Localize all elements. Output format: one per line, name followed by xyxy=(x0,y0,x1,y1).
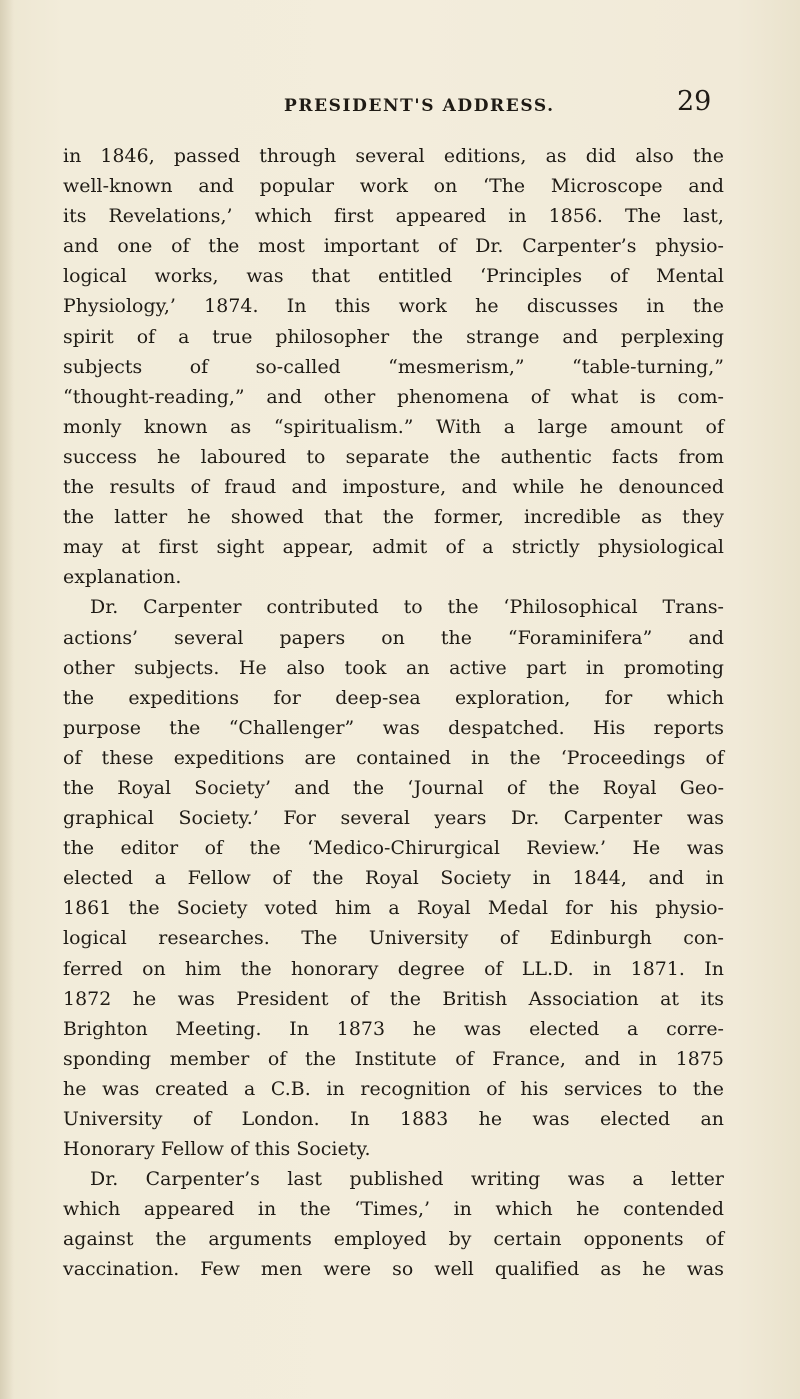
page-number: 29 xyxy=(677,86,712,117)
text-line: sponding member of the Institute of France, and in 1875 xyxy=(63,1047,724,1070)
text-line: well-known and popular work on ‘The Microscope and xyxy=(63,175,724,198)
text-line: the latter he showed that the former, incredible as they xyxy=(63,506,724,529)
text-line: the expeditions for deep-sea exploration, for which xyxy=(63,686,724,709)
text-line: “thought-reading,” and other phenomena of what is com- xyxy=(63,385,724,408)
running-head xyxy=(0,86,800,126)
text-line: logical researches. The University of Edinburgh con- xyxy=(63,927,724,950)
text-line: against the arguments employed by certain opponents of xyxy=(63,1228,724,1251)
page-gutter-shadow xyxy=(0,0,14,1399)
text-line: 1872 he was President of the British Association at its xyxy=(63,987,724,1010)
text-line: logical works, was that entitled ‘Principles of Mental xyxy=(63,265,724,288)
text-line: its Revelations,’ which first appeared in 1856. The last, xyxy=(63,205,724,228)
text-line: Honorary Fellow of this Society. xyxy=(63,1138,371,1161)
text-line: explanation. xyxy=(63,566,182,589)
text-line: other subjects. He also took an active part in promoting xyxy=(63,656,724,679)
paragraph-start: Dr. Carpenter’s last published writing was a letter xyxy=(90,1168,724,1191)
text-line: graphical Society.’ For several years Dr. Carpenter was xyxy=(63,807,724,830)
text-line: elected a Fellow of the Royal Society in 1844, and in xyxy=(63,867,724,890)
running-title: PRESIDENT'S ADDRESS. xyxy=(284,96,555,116)
text-line: spirit of a true philosopher the strange and perplexing xyxy=(63,325,724,348)
text-line: ferred on him the honorary degree of LL.D. in 1871. In xyxy=(63,957,724,980)
text-line: of these expeditions are contained in the ‘Proceedings of xyxy=(63,746,724,769)
text-line: monly known as “spiritualism.” With a large amount of xyxy=(63,415,724,438)
text-line: University of London. In 1883 he was elected an xyxy=(63,1108,724,1130)
text-line: success he laboured to separate the authentic facts from xyxy=(63,445,724,468)
text-line: vaccination. Few men were so well qualified as he was xyxy=(63,1258,724,1281)
text-line: which appeared in the ‘Times,’ in which he contended xyxy=(63,1198,724,1221)
text-line: 1861 the Society voted him a Royal Medal for his physio- xyxy=(63,897,724,920)
text-line: the editor of the ‘Medico-Chirurgical Review.’ He was xyxy=(63,837,724,860)
text-line: Physiology,’ 1874. In this work he discusses in the xyxy=(63,295,724,318)
text-line: the results of fraud and imposture, and while he denounced xyxy=(63,476,724,499)
text-line: in 1846, passed through several editions, as did also the xyxy=(63,145,724,167)
text-line: may at first sight appear, admit of a strictly physiological xyxy=(63,536,724,559)
body-text xyxy=(63,141,724,1285)
paragraph-start: Dr. Carpenter contributed to the ‘Philosophical Trans- xyxy=(90,596,724,619)
text-line: he was created a C.B. in recognition of his services to the xyxy=(63,1077,724,1100)
text-line: subjects of so-called “mesmerism,” “table-turning,” xyxy=(63,355,724,378)
text-line: actions’ several papers on the “Foraminifera” and xyxy=(63,626,724,649)
text-line: the Royal Society’ and the ‘Journal of the Royal Geo- xyxy=(63,776,724,799)
text-line: Brighton Meeting. In 1873 he was elected a corre- xyxy=(63,1017,724,1040)
text-line: and one of the most important of Dr. Carpenter’s physio- xyxy=(63,235,724,258)
text-line: purpose the “Challenger” was despatched. His reports xyxy=(63,716,724,739)
